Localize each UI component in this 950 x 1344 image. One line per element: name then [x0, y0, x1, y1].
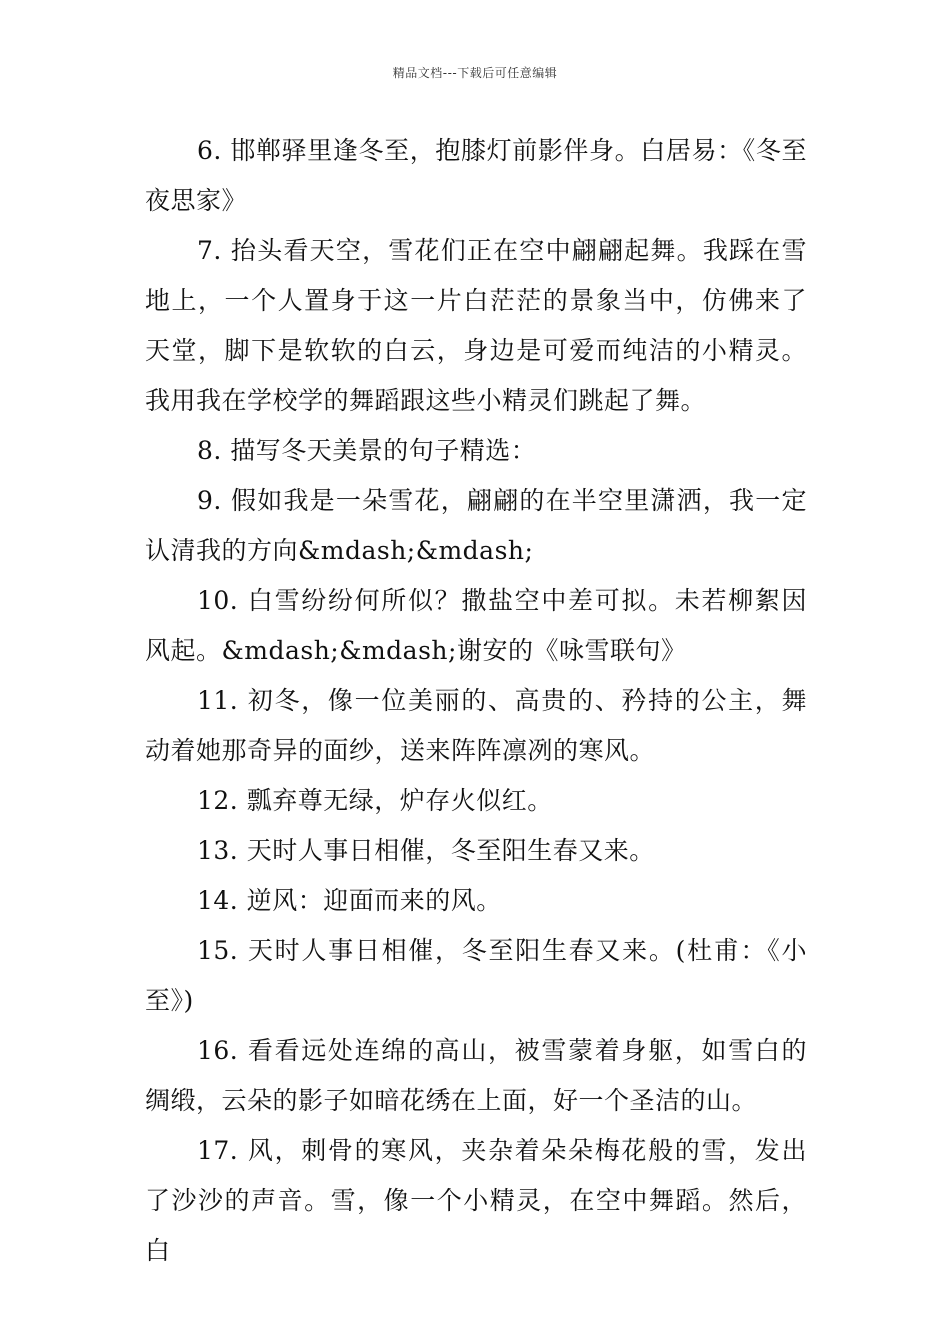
- paragraph-8: 8. 描写冬天美景的句子精选：: [197, 436, 537, 465]
- paragraph-11: 11. 初冬，像一位美丽的、高贵的、矜持的公主，舞动着她那奇异的面纱，送来阵阵凛冽的寒风。: [145, 686, 807, 765]
- paragraph-9: 9. 假如我是一朵雪花，翩翩的在半空里潇洒，我一定认清我的方向&mdash;&mdash;: [145, 486, 807, 565]
- paragraph-17: 17. 风，刺骨的寒风，夹杂着朵朵梅花般的雪，发出了沙沙的声音。雪，像一个小精灵，在空中舞蹈。然后，白: [145, 1136, 807, 1265]
- paragraph-13: 13. 天时人事日相催，冬至阳生春又来。: [197, 836, 655, 865]
- paragraph-15: 15. 天时人事日相催，冬至阳生春又来。(杜甫：《小至》): [145, 936, 807, 1015]
- page-header: 精品文档---下载后可任意编辑: [392, 66, 558, 80]
- paragraph-10: 10. 白雪纷纷何所似？撒盐空中差可拟。未若柳絮因风起。&mdash;&mdash;谢安的《咏雪联句》: [145, 586, 807, 665]
- document-body: [145, 126, 807, 1276]
- paragraph-16: 16. 看看远处连绵的高山，被雪蒙着身躯，如雪白的绸缎，云朵的影子如暗花绣在上面，好一个圣洁的山。: [145, 1036, 807, 1115]
- paragraph-12: 12. 瓢弃尊无绿，炉存火似红。: [197, 786, 553, 815]
- paragraph-14: 14. 逆风：迎面而来的风。: [197, 886, 502, 915]
- paragraph-6: 6. 邯郸驿里逢冬至，抱膝灯前影伴身。白居易：《冬至夜思家》: [145, 136, 807, 215]
- paragraph-7: 7. 抬头看天空，雪花们正在空中翩翩起舞。我踩在雪地上，一个人置身于这一片白茫茫的景象当中，仿佛来了天堂，脚下是软软的白云，身边是可爱而纯洁的小精灵。我用我在学校学的舞蹈跟这些小精灵们跳起了舞。: [145, 236, 807, 415]
